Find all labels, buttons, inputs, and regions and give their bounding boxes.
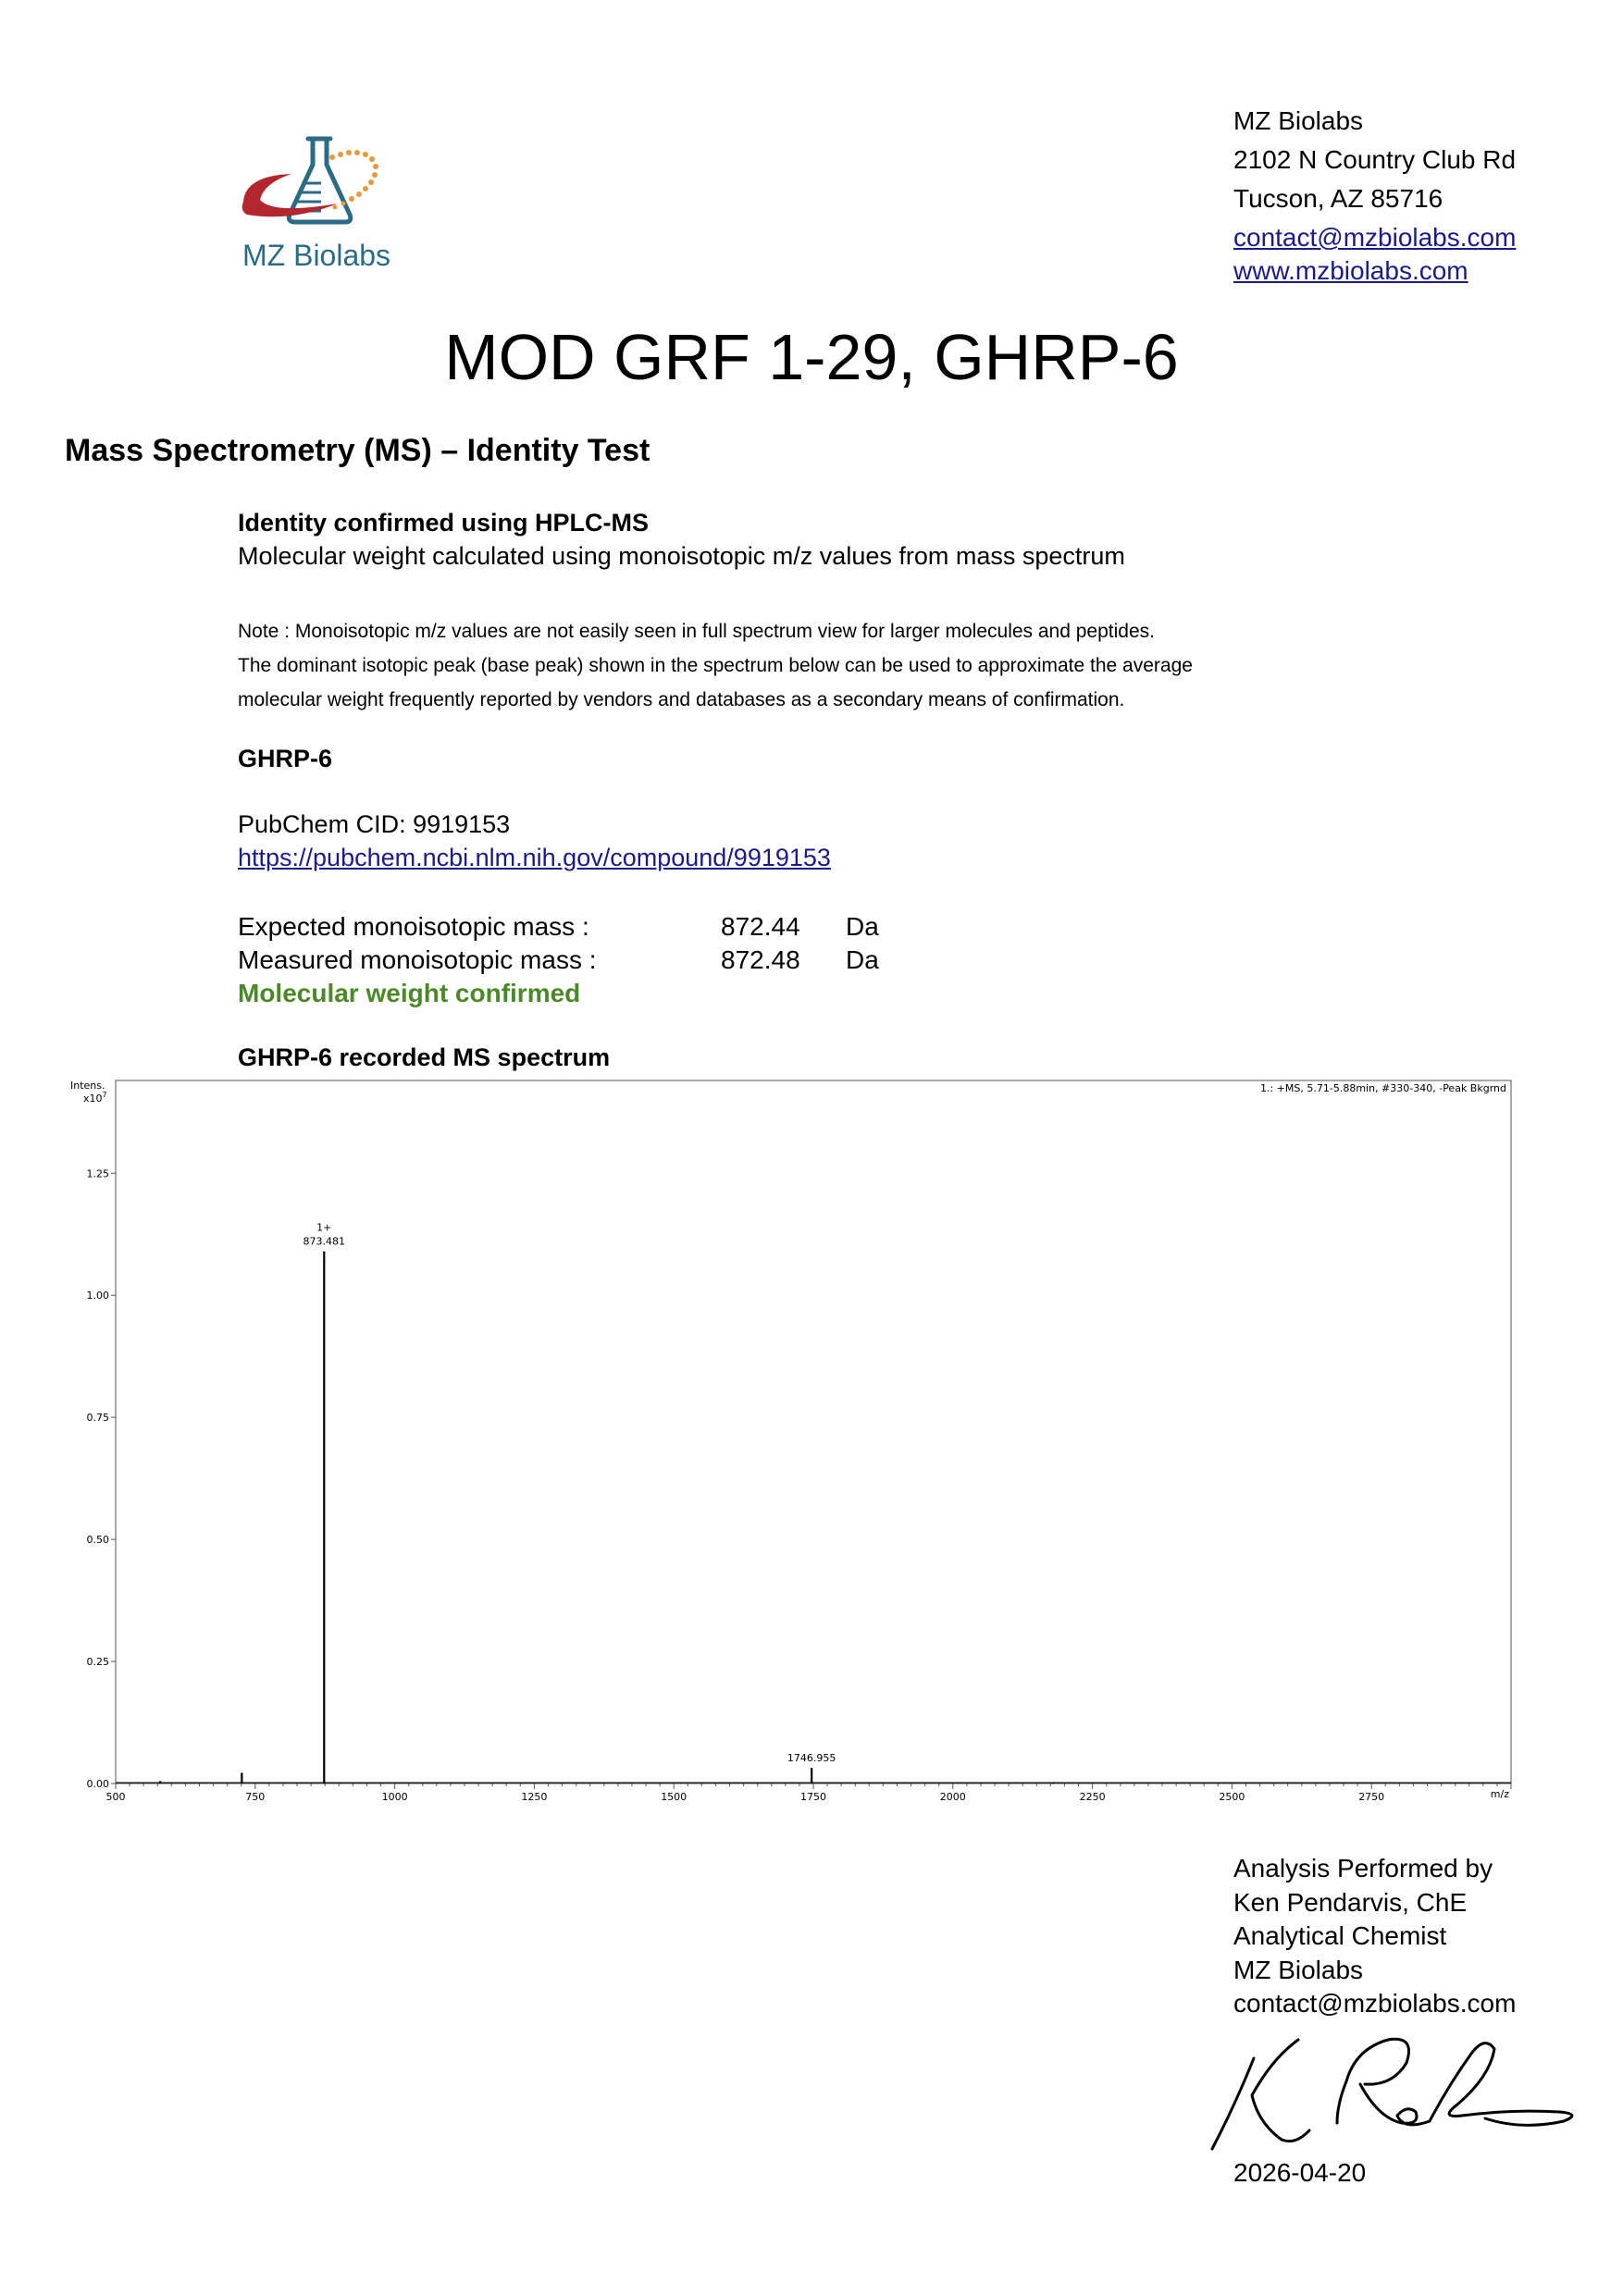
y-tick-label: 0.50 — [86, 1534, 109, 1547]
analyst-name: Ken Pendarvis, ChE — [1233, 1887, 1468, 1917]
address-street: 2102 N Country Club Rd — [1233, 145, 1517, 174]
note-paragraph — [238, 614, 1441, 717]
y-tick-label: 0.25 — [86, 1656, 109, 1669]
signature — [1208, 2031, 1578, 2155]
y-tick-label: 1.00 — [86, 1290, 109, 1302]
peak-charge-label: 1+ — [316, 1221, 332, 1234]
expected-mass-row — [238, 912, 879, 942]
peak-mz-label: 873.481 — [303, 1235, 346, 1248]
y-tick-label: 0.75 — [86, 1412, 109, 1425]
x-tick-label: 1750 — [800, 1791, 826, 1803]
logo-text: MZ Biolabs — [242, 239, 391, 272]
x-tick-label: 2250 — [1079, 1791, 1106, 1803]
signature-image — [1208, 2031, 1578, 2155]
measured-mass-label: Measured monoisotopic mass : — [238, 945, 597, 974]
address-city: Tucson, AZ 85716 — [1233, 184, 1443, 213]
y-axis-label: Intens. — [70, 1080, 105, 1092]
website-link[interactable]: www.mzbiolabs.com — [1233, 256, 1468, 285]
trace-label: 1.: +MS, 5.71-5.88min, #330-340, -Peak Bkgrnd — [1259, 1082, 1506, 1094]
x-tick-label: 500 — [105, 1791, 126, 1803]
analyst-company: MZ Biolabs — [1233, 1955, 1364, 1984]
x-tick-label: 2500 — [1219, 1791, 1245, 1803]
page-title: MOD GRF 1-29, GHRP-6 — [444, 321, 1179, 393]
x-tick-label: 1500 — [661, 1791, 688, 1803]
y-tick-label: 1.25 — [86, 1167, 109, 1180]
confirmation-text: Molecular weight confirmed — [238, 979, 581, 1007]
x-tick-label: 1000 — [381, 1791, 408, 1803]
identity-subtext: Molecular weight calculated using monoisotopic m/z values from mass spectrum — [238, 542, 1125, 570]
y-multiplier-label: $x10^7$ — [83, 1091, 107, 1105]
expected-mass-value: 872.44 — [721, 912, 800, 941]
x-tick-label: 2750 — [1358, 1791, 1385, 1803]
identity-heading: Identity confirmed using HPLC-MS — [238, 509, 650, 537]
measured-mass-unit: Da — [846, 945, 879, 974]
company-address — [1233, 102, 1604, 290]
flask-logo-icon — [236, 130, 412, 241]
x-tick-label: 750 — [245, 1791, 266, 1803]
expected-mass-label: Expected monoisotopic mass : — [238, 912, 589, 941]
note-line: molecular weight frequently reported by vendors and databases as a secondary means of confirmation. — [238, 689, 1125, 710]
ms-spectrum-chart — [65, 1076, 1527, 1803]
peak-mz-label: 1746.955 — [787, 1752, 836, 1765]
email-link[interactable]: contact@mzbiolabs.com — [1233, 223, 1517, 252]
analysis-date: 2026-04-20 — [1233, 2158, 1367, 2187]
pubchem-cid: PubChem CID: 9919153 — [238, 810, 511, 838]
analyst-block — [1233, 1852, 1604, 2021]
section-title: Mass Spectrometry (MS) – Identity Test — [65, 433, 650, 468]
measured-mass-row — [238, 945, 879, 975]
expected-mass-unit: Da — [846, 912, 879, 941]
spectrum-heading: GHRP-6 recorded MS spectrum — [238, 1043, 611, 1071]
note-line: The dominant isotopic peak (base peak) shown in the spectrum below can be used to approximate the average — [238, 655, 1193, 676]
address-company: MZ Biolabs — [1233, 106, 1364, 135]
analyst-line: Analysis Performed by — [1233, 1854, 1493, 1882]
note-line: Note : Monoisotopic m/z values are not easily seen in full spectrum view for larger molecules and peptides. — [238, 621, 1155, 642]
x-tick-label: 2000 — [939, 1791, 966, 1803]
spectrum-svg — [65, 1076, 1527, 1803]
measured-mass-value: 872.48 — [721, 945, 800, 974]
x-axis-label: m/z — [1490, 1788, 1509, 1800]
analyst-email: contact@mzbiolabs.com — [1233, 1989, 1517, 2018]
pubchem-link[interactable]: https://pubchem.ncbi.nlm.nih.gov/compound/9919153 — [238, 844, 831, 871]
analyst-title: Analytical Chemist — [1233, 1921, 1447, 1950]
y-tick-label: 0.00 — [86, 1778, 109, 1790]
compound-name: GHRP-6 — [238, 745, 333, 772]
x-tick-label: 1250 — [521, 1791, 548, 1803]
